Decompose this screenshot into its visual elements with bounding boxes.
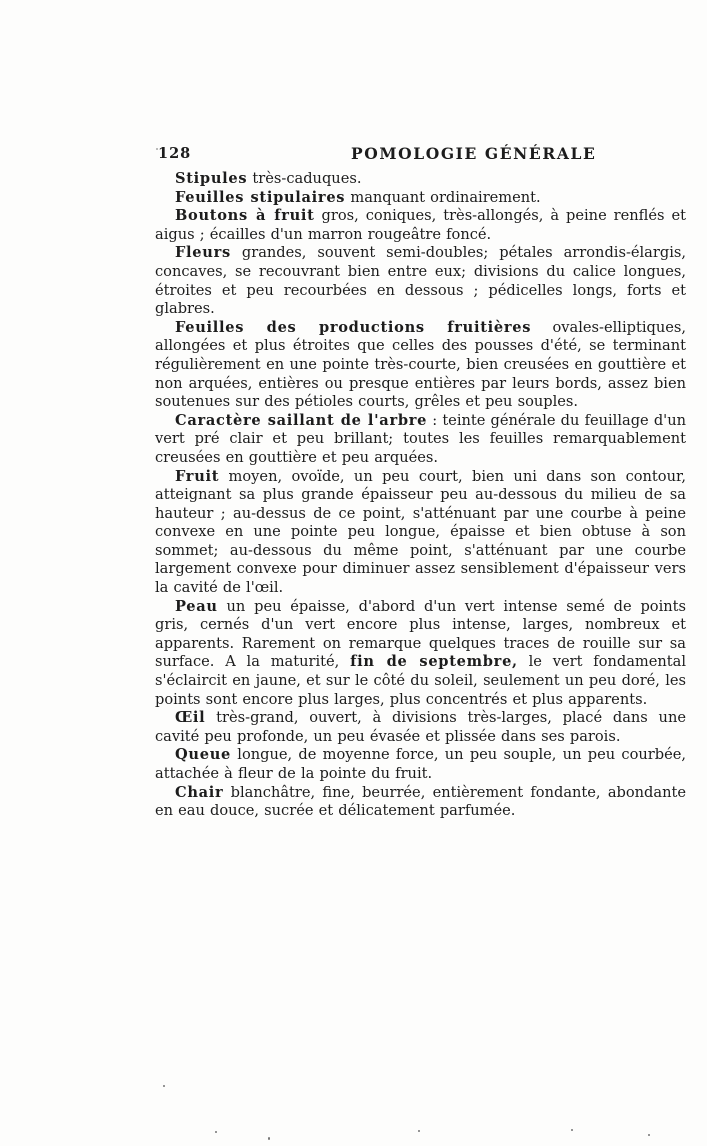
paragraph-text: très-grand, ouvert, à divisions très-larges, placé dans une cavité peu profonde, un peu évasée et plissée dans ses parois. [155, 709, 686, 745]
paragraph-lead: Chair [175, 783, 224, 801]
paragraph [155, 207, 686, 244]
paragraph-text: longue, de moyenne force, un peu souple, un peu courbée, attachée à fleur de la pointe du fruit. [155, 746, 686, 782]
paragraph-lead: Œil [175, 709, 206, 727]
paragraph-text: blanchâtre, fine, beurrée, entièrement fondante, abondante en eau douce, sucrée et délicatement parfumée. [155, 783, 686, 820]
paragraph [155, 319, 686, 412]
paragraph [155, 746, 686, 783]
paragraph-lead: Caractère saillant de l'arbre [175, 411, 428, 429]
paragraph-lead: Peau [175, 597, 218, 615]
paragraph-lead: Boutons à fruit [175, 207, 315, 225]
paragraph-lead: fin de septembre, [350, 653, 518, 671]
paragraph-text: gros, coniques, très-allongés, à peine renflés et aigus ; écailles d'un marron rougeâtre foncé. [155, 207, 686, 243]
paragraph-text: moyen, ovoïde, un peu court, bien uni dans son contour, atteignant sa plus grande épaisseur peu au-dessous du milieu de sa hauteur ; au-dessus de ce point, s'atténuant par une courbe à peine convexe en une pointe peu longue, épaisse et bien obtuse à son sommet; au-dessous du même point, s'atténuant par une courbe largement convexe pour diminuer assez sensiblement d'épaisseur vers la cavité de l'œil. [155, 467, 686, 597]
paragraph-lead: Queue [175, 746, 232, 764]
paragraph-lead: Fleurs [175, 244, 231, 262]
scan-speck [571, 1129, 573, 1131]
scan-speck [418, 1130, 420, 1132]
scan-speck [156, 148, 158, 150]
paragraph [155, 412, 686, 468]
text-block [155, 170, 686, 821]
paragraph [155, 189, 686, 208]
paragraph-lead: Feuilles des productions fruitières [175, 318, 532, 336]
page-header [0, 0, 707, 170]
scan-speck [215, 1131, 217, 1133]
paragraph [155, 244, 686, 318]
scan-speck [268, 1137, 270, 1140]
paragraph-lead: Fruit [175, 467, 220, 485]
page-number: 128 [158, 145, 192, 162]
paragraph [155, 598, 686, 710]
paragraph-text: grandes, souvent semi-doubles; pétales arrondis-élargis, concaves, se recouvrant bien entre eux; divisions du calice longues, étroites et peu recourbées en dessous ; pédicelles longs, forts et glabres. [155, 244, 686, 318]
scan-speck [163, 1085, 165, 1087]
paragraph-text: très-caduques. [247, 170, 362, 187]
scan-speck [648, 1134, 650, 1136]
paragraph-text: ovales-elliptiques, allongées et plus étroites que celles des pousses d'été, se terminant régulièrement en une pointe très-courte, bien creusées en gouttière et non arquées, entières ou presque entières par leurs bords, assez bien soutenues sur des pétioles courts, grêles et peu souples. [155, 318, 686, 411]
paragraph-text: le vert fondamental s'éclaircit en jaune, et sur le côté du soleil, seulement un peu doré, les points sont encore plus larges, plus concentrés et plus apparents. [155, 653, 686, 708]
paragraph [155, 170, 686, 189]
paragraph [155, 468, 686, 598]
paragraph-lead: Stipules [175, 170, 248, 187]
paragraph-lead: Feuilles stipulaires [175, 188, 346, 206]
running-title: POMOLOGIE GÉNÉRALE [351, 144, 597, 163]
paragraph-text: : teinte générale du feuillage d'un vert pré clair et peu brillant; toutes les feuilles remarquablement creusées en gouttière et peu arquées. [155, 411, 686, 466]
paragraph [155, 709, 686, 746]
paragraph-text: manquant ordinairement. [345, 188, 541, 206]
paragraph [155, 784, 686, 821]
paragraph-text: un peu épaisse, d'abord d'un vert intense semé de points gris, cernés d'un vert encore plus intense, larges, nombreux et apparents. Rarement on remarque quelques traces de rouille sur sa surface. A la maturité, [155, 597, 686, 671]
